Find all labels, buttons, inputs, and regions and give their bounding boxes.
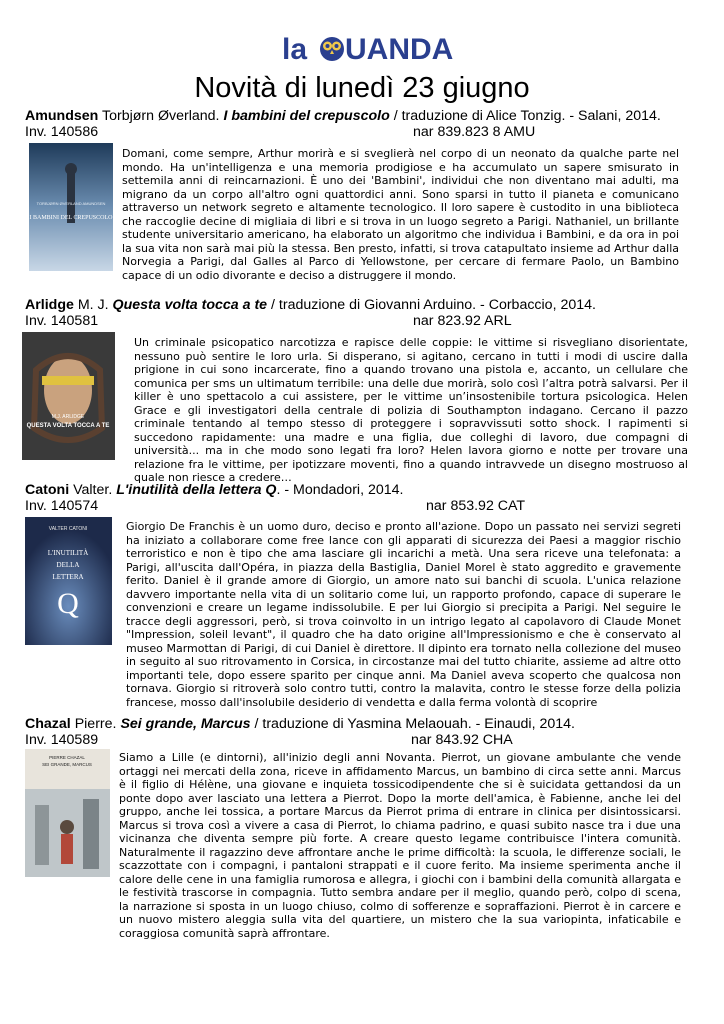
author-firstname: Pierre. — [74, 716, 117, 732]
owl-icon — [320, 37, 344, 61]
book-cover[interactable] — [22, 332, 115, 460]
book-cover[interactable] — [25, 749, 110, 877]
cover-author: TORBJØRN ØVERLAND AMUNDSEN — [36, 201, 106, 206]
inventory-number: Inv. 140589 — [25, 732, 99, 748]
shelf-mark: nar 839.823 8 AMU — [413, 124, 536, 140]
book-entry-heading — [25, 297, 705, 313]
inventory-row — [25, 124, 705, 140]
book-publication-info: / traduzione di Alice Tonzig. - Salani, 2014. — [393, 108, 661, 124]
cover-author: M.J. ARLIDGE — [51, 414, 85, 420]
cover-title: I BAMBINI DEL CREPUSCOLO — [29, 215, 113, 221]
author-surname: Chazal — [25, 716, 71, 732]
book-description: Siamo a Lille (e dintorni), all'inizio degli anni Novanta. Pierrot, un giovane ambulante che vende ortaggi nei mercati della zona, riceve in affidamento Marcus, un bambino di circa sette anni. Marcus è il figlio di Hélène, una giovane e inquieta tossicodipendente che si è suicidata gettandosi da un ponte dopo aver lasciato una lettera a Pierrot. Dopo la morte dell'amica, è Fabienne, anche lei del gruppo, anche lei tossica, a portare Marcus da Pierrot prima di entrare in clinica per disintossicarsi. Marcus si trova così a vivere a casa di Pierrot, lo chiama padrino, e quasi subito nasce tra i due una vicinanza che diventa sempre più forte. A creare questo legame contribuisce l'intera comunità. Naturalmente il ragazzino deve affrontare anche le prime difficoltà: la scuola, le differenze sociali, le scazzottate con i compagni, i pantaloni strappati e il cuore ferito. Ma insieme sperimenta anche il calore delle cene in una famiglia rumorosa e allegra, i giochi con i bambini della comunità allargata e le festività trascorse in compagnia. Tutto sembra andare per il meglio, quando però, colpo di scena, la narrazione si sposta in un luogo chiuso, colmo di sofferenze e sopraffazioni. Pierrot è in carcere e un nuovo mistero aleggia sulla vita del quartiere, un mistero che la sua variopinta, infaticabile e coraggiosa comunità saprà affrontare. — [119, 751, 681, 940]
author-surname: Catoni — [25, 482, 70, 498]
book-description: Giorgio De Franchis è un uomo duro, deciso e pronto all'azione. Dopo un passato nei servizi segreti ha iniziato a collaborare come free lance con gli apparati di sicurezza dei Paesi a maggior rischio terroristico e non è tipo che ama lasciare gli incarichi a metà. Una sera riceve una telefonata: a Parigi, all'uscita dall'Opéra, in piazza della Bastiglia, Daniel Morel è stato aggredito e gravemente ferito. Daniel è il grande amore di Giorgio, un amore nato sui banchi di scuola. L'unica relazione davvero importante nella vita di un solitario come lui, un rapporto profondo, capace di superare le convenzioni e creare un legame indissolubile. E per lui Giorgio si precipita a Parigi. Nel seguire le tracce degli aggressori, però, si trova coinvolto in un intrigo legato al capolavoro di Claude Monet "Impression, soleil levant", il quadro che ha dato origine all'Impressionismo e che è conservato al museo Marmottan di Parigi, di cui Daniel è direttore. Il dipinto era tornato nella collezione del museo in seguito al suo ritrovamento in Corsica, in circostanze mai del tutto chiarite, assieme ad altre otto importanti tele, dopo essere sparito per cinque anni. Ma Daniel aveva scoperto che qualcosa non tornava. Giorgio si ritroverà solo contro tutti, contro la malavita, contro le stesse forze della polizia francese, mosso dall'insolubile desiderio di vendetta e dalla ferma volontà di scoprire — [126, 520, 681, 709]
book-entry-heading — [25, 482, 705, 498]
publisher-logo — [0, 28, 724, 73]
book-cover[interactable] — [25, 517, 112, 645]
cover-title: Q — [57, 587, 79, 620]
inventory-row — [25, 732, 705, 748]
shelf-mark: nar 853.92 CAT — [426, 498, 526, 514]
svg-text:la: la — [282, 33, 308, 66]
author-firstname: M. J. — [77, 297, 109, 313]
inventory-number: Inv. 140586 — [25, 124, 99, 140]
cover-author: VALTER CATONI — [48, 526, 88, 532]
author-firstname: Valter. — [73, 482, 113, 498]
cover-title: L'INUTILITÀ — [47, 549, 89, 557]
inventory-number: Inv. 140581 — [25, 313, 99, 329]
guanda-logo — [282, 28, 454, 68]
inventory-row — [25, 313, 705, 329]
book-description: Domani, come sempre, Arthur morirà e si sveglierà nel corpo di un neonato da qualche parte nel mondo. Ha un'intelligenza e una memoria prodigiose e ha accumulato un sapere smisurato in settemila anni di reincarnazioni. È uno dei 'Bambini', individui che non diventano mai adulti, ma migrano da un corpo all'altro ogni quattordici anni. Sono sparsi in tutto il pianeta e comunicano attraverso un network segreto e altamente tecnologico. Il loro sapere è custodito in una biblioteca che raccoglie decine di migliaia di libri e si trova in un luogo segreto a Parigi. Nathaniel, un brillante studente universitario americano, ha elaborato un algoritmo che individua i Bambini, e da ora in poi la sua vita non sarà mai più la stessa. Ben presto, infatti, si trova catapultato insieme ad Arthur dalla Norvegia a Parigi, dal Galles al Parco di Yellowstone, per cercare di fermare Paolo, un Bambino capace di un odio divorante e deciso a distruggere il mondo. — [122, 147, 679, 282]
cover-title: DELLA — [56, 561, 80, 569]
inventory-number: Inv. 140574 — [25, 498, 99, 514]
cover-author: PIERRE CHAZAL — [49, 755, 85, 760]
book-title[interactable]: L'inutilità della lettera Q — [116, 482, 277, 498]
cover-title: SEI GRANDE, MARCUS — [42, 762, 92, 767]
book-title[interactable]: Sei grande, Marcus — [120, 716, 251, 732]
book-description: Un criminale psicopatico narcotizza e rapisce delle coppie: le vittime si risvegliano disorientate, nessuno può sentire le loro urla. Si disperano, si agitano, cercano in tutti i modi di uscire dalla prigione in cui sono incarcerate, fino a quando trovano una pistola e, accanto, un cellulare che comunica per sms un ultimatum terribile: una delle due morirà, solo così l’altra potrà salvarsi. Per il killer è uno spettacolo a cui assistere, per le vittime un’insostenibile tortura psicologica. Helen Grace e gli investigatori della centrale di polizia di Southampton indagano. Cercano il pazzo criminale tentando al tempo stesso di proteggere i sopravvissuti sotto shock. I rapimenti si succedono rapidamente: una madre e una figlia, due colleghi di lavoro, due compagni di università... ma in che modo sono legati fra loro? Helen lavora giorno e notte per trovare una relazione fra le vittime, per ipotizzare moventi, fino a quando intravvede un disegno mostruoso al quale non riesce a credere… — [134, 336, 688, 484]
book-cover[interactable] — [29, 143, 113, 271]
book-publication-info: / traduzione di Giovanni Arduino. - Corbaccio, 2014. — [271, 297, 596, 313]
book-publication-info: / traduzione di Yasmina Melaouah. - Einaudi, 2014. — [254, 716, 575, 732]
book-title[interactable]: I bambini del crepuscolo — [223, 108, 390, 124]
inventory-row — [25, 498, 705, 514]
book-entry-heading — [25, 716, 705, 732]
author-firstname: Torbjørn Øverland. — [102, 108, 220, 124]
cover-title: QUESTA VOLTA TOCCA A TE — [26, 423, 110, 429]
book-title[interactable]: Questa volta tocca a te — [112, 297, 268, 313]
cover-title: LETTERA — [52, 573, 84, 581]
author-surname: Amundsen — [25, 108, 99, 124]
author-surname: Arlidge — [25, 297, 74, 313]
shelf-mark: nar 843.92 CHA — [411, 732, 513, 748]
book-publication-info: . - Mondadori, 2014. — [276, 482, 404, 498]
page-title: Novità di lunedì 23 giugno — [194, 72, 530, 104]
svg-text:UANDA: UANDA — [345, 33, 454, 66]
book-entry-heading — [25, 108, 705, 124]
shelf-mark: nar 823.92 ARL — [413, 313, 512, 329]
